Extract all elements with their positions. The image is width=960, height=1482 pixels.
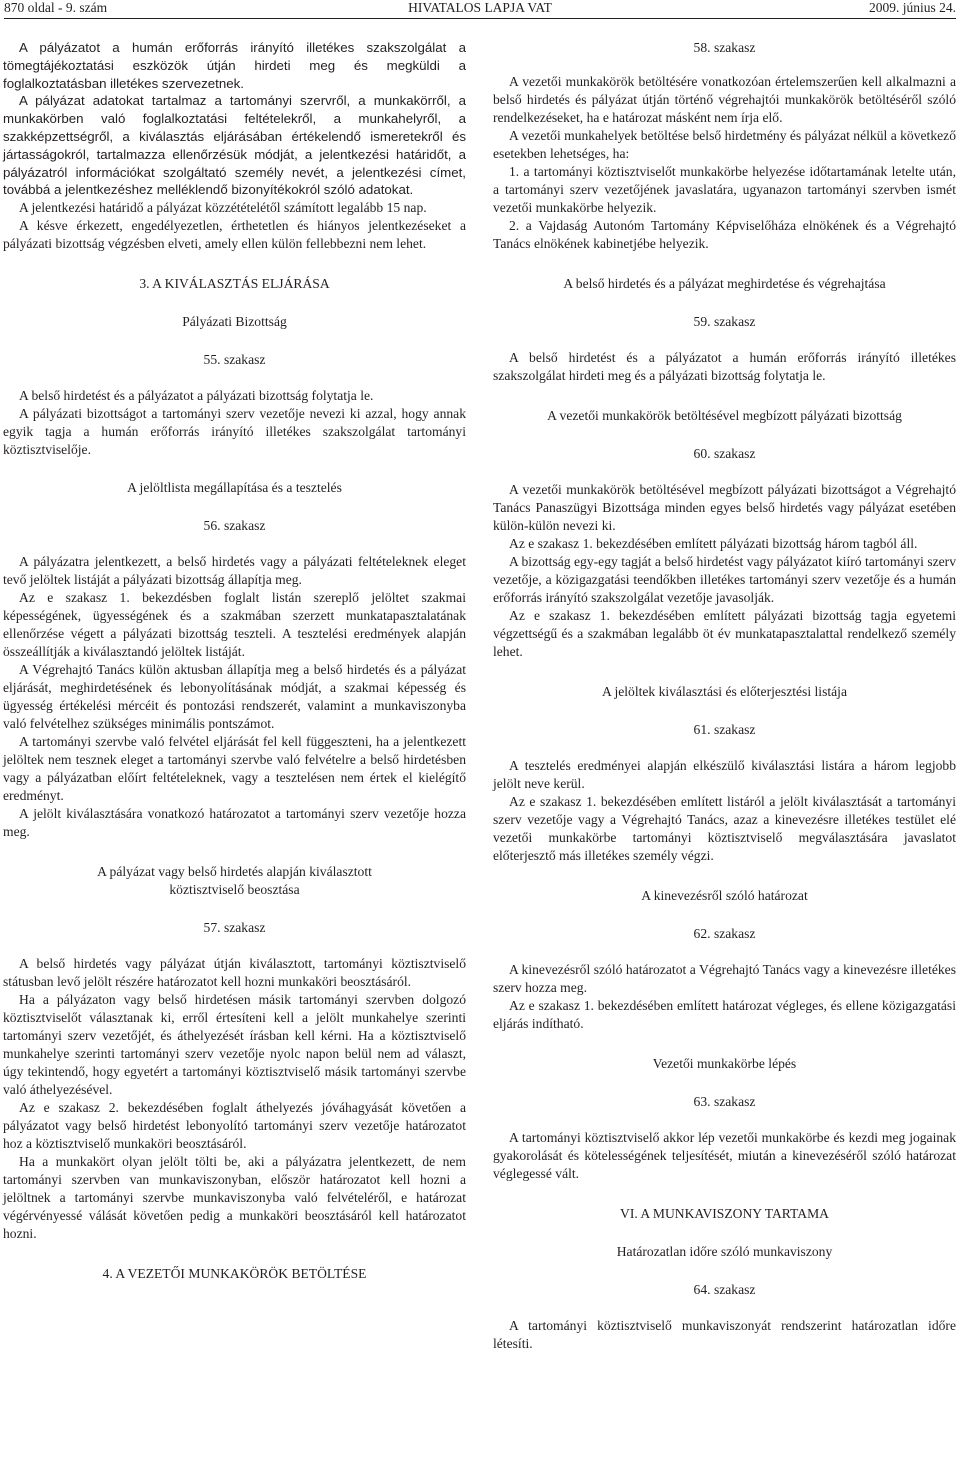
paragraph: A Végrehajtó Tanács külön aktusban állapítja meg a belső hirdetés és a pályázat eljárását, meghirdetésének és lebonyolításának módját, a szakmai képesség és ügyesség értékelési mércéit és pontozási rendszerét, valamint a munkaviszonyba való felvételhez szükséges minimális pontszámot. <box>3 662 466 732</box>
paragraph: A tartományi köztisztviselő akkor lép vezetői munkakörbe és kezdi meg jogainak gyakorolását és kötelességének teljesítését, miután a kinevezéséről szóló határozat véglegessé vált. <box>493 1130 956 1181</box>
article-number: 58. szakasz <box>693 40 756 55</box>
subsection-title: A kinevezésről szóló határozat <box>641 888 808 903</box>
subsection-title: Határozatlan időre szóló munkaviszony <box>616 1244 833 1259</box>
paragraph: A vezetői munkakörök betöltésére vonatkozóan értelemszerűen kell alkalmazni a belső hirdetés és pályázat útján történő végrehajtói munkakörök betöltéséről szóló rendelkezéseket, ha e határozat másként nem írja elő. <box>493 74 956 125</box>
paragraph: Ha a munkakört olyan jelölt tölti be, aki a pályázatra jelentkezett, de nem tartományi szervben van munkaviszonyban, először határozatot kell hozni a jelöltnek a tartományi szervbe munkaviszonyba való felvételéről, e határozat végérvényessé válását követően pedig a munkaköri beosztásáról kell határozatot hozni. <box>3 1154 466 1242</box>
paragraph: A jelölt kiválasztására vonatkozó határozatot a tartományi szerv vezetője hozza meg. <box>3 806 466 840</box>
subsection-title: A jelöltek kiválasztási és előterjesztési listája <box>602 684 847 699</box>
header-rule <box>4 18 956 19</box>
article-number: 57. szakasz <box>203 920 266 936</box>
paragraph: A jelentkezési határidő a pályázat közzétételétől számított legalább 15 nap. <box>19 200 427 216</box>
paragraph: 1. a tartományi köztisztviselőt munkakörbe helyezése időtartamának letelte után, a tartományi szerv vezetőjének javaslatára, ugyanazon tartományi szervben ismét vezetői munkakörbe helyezik. <box>493 164 956 215</box>
subsection-title: A belső hirdetés és a pályázat meghirdetése és végrehajtása <box>563 276 886 291</box>
paragraph: A vezetői munkahelyek betöltése belső hirdetmény és pályázat nélkül a következő esetekben lehetséges, ha: <box>493 128 956 161</box>
publication-date: 2009. június 24. <box>868 0 956 15</box>
paragraph: A tartományi szervbe való felvétel eljárását fel kell függeszteni, ha a jelentkezett jelöltek nem tesznek eleget a tartományi szervbe való felvételre a belső hirdetésben vagy a pályázatban előírt feltételeknek, vagy a tesztelésen nem értek el kielégítő eredményt. <box>3 734 466 804</box>
paragraph: A késve érkezett, engedélyezetlen, érthetetlen és hiányos jelentkezéseket a pályázati bizottság végzésben elveti, amely ellen külön fellebbezni nem lehet. <box>3 218 466 252</box>
section-title: VI. A MUNKAVISZONY TARTAMA <box>620 1206 829 1221</box>
article-number: 63. szakasz <box>693 1094 756 1109</box>
paragraph: Ha a pályázaton vagy belső hirdetésen másik tartományi szervben dolgozó köztisztviselőt választanak ki, erről értesíteni kell a jelölt munkahelye szerinti tartományi szerv vezetőjét, és áthelyezését írásban kell kérni. Ha a köztisztviselő munkahelye szerinti tartományi szerv vezetője nyolc napon belül nem ad választ, úgy tekintendő, hogy egyetért a tartományi köztisztviselő másik tartományi szervbe való áthelyezésével. <box>3 992 466 1098</box>
paragraph: Az e szakasz 1. bekezdésében említett listáról a jelölt kiválasztását a tartományi szerv vezetője vagy a Végrehajtó Tanács, azaz a kinevezésre illetékes testület elé vezetői munkakörbe tartományi köztisztviselő megválasztására javaslatot előterjesztő más illetékes személy végzi. <box>493 794 956 863</box>
paragraph: Az e szakasz 2. bekezdésében foglalt áthelyezés jóváhagyását követően a pályázatot vagy belső hirdetést lebonyolító tartományi szerv vezetője határozatot hoz a köztisztviselő munkaköri beosztásáról. <box>3 1100 466 1152</box>
article-number: 62. szakasz <box>693 926 756 941</box>
paragraph: A kinevezésről szóló határozatot a Végrehajtó Tanács vagy a kinevezésre illetékes szerv hozza meg. <box>493 962 956 995</box>
right-column <box>493 39 956 1353</box>
article-number: 64. szakasz <box>693 1282 756 1297</box>
publication-title: HIVATALOS LAPJA VAT <box>408 0 552 15</box>
paragraph: Az e szakasz 1. bekezdésében említett pályázati bizottság három tagból áll. <box>509 536 918 551</box>
article-number: 60. szakasz <box>693 446 756 461</box>
paragraph: 2. a Vajdaság Autonóm Tartomány Képviselőháza elnökének és a Végrehajtó Tanács elnökének kabinetjébe helyezik. <box>493 218 956 251</box>
paragraph: A pályázatot a humán erőforrás irányító illetékes szakszolgálat a tömegtájékoztatási eszközök útján hirdeti meg és megküldi a foglalkoztatásban illetékes szervezetnek. <box>3 40 466 91</box>
subsection-title: A pályázat vagy belső hirdetés alapján kiválasztott <box>97 864 372 880</box>
paragraph: A bizottság egy-egy tagját a belső hirdetést vagy pályázatot kiíró tartományi szerv vezetője, a közigazgatási teendőkben illetékes tartományi szerv vezetője és a humán erőforrás irányító szakszolgálat vezetője javasolják. <box>493 554 956 605</box>
article-number: 61. szakasz <box>693 722 756 737</box>
subsection-title: Vezetői munkakörbe lépés <box>652 1056 797 1071</box>
paragraph: Az e szakasz 1. bekezdésében említett pályázati bizottság tagja egyetemi végzettségű és a szakmában legalább öt év munkatapasztalattal rendelkező személy lehet. <box>493 608 956 659</box>
paragraph: A belső hirdetés vagy pályázat útján kiválasztott, tartományi köztisztviselő státusban levő jelölt részére határozatot kell hozni munkaköri beosztásáról. <box>3 956 466 990</box>
subsection-title: A vezetői munkakörök betöltésével megbízott pályázati bizottság <box>547 408 902 423</box>
article-number: 56. szakasz <box>203 518 266 534</box>
paragraph: A tesztelés eredményei alapján elkészülő kiválasztási listára a három legjobb jelölt neve kerül. <box>493 758 956 791</box>
article-number: 55. szakasz <box>203 352 266 368</box>
paragraph: Az e szakasz 1. bekezdésben foglalt listán szereplő jelöltet szakmai képességének, ügyességének és a szakmában szerzett munkatapasztalatának ellenőrzése végett a pályázati bizottság teszteli. A tesztelési eredmények alapján összeállítják a kiválasztandó jelöltek listáját. <box>3 590 466 660</box>
paragraph: A tartományi köztisztviselő munkaviszonyát rendszerint határozatlan időre létesíti. <box>493 1318 956 1351</box>
paragraph: A pályázati bizottságot a tartományi szerv vezetője nevezi ki azzal, hogy annak egyik tagja a humán erőforrás irányító illetékes szakszolgálat tartományi köztisztviselője. <box>3 406 466 458</box>
section-title: 3. A KIVÁLASZTÁS ELJÁRÁSA <box>139 276 330 292</box>
paragraph: Az e szakasz 1. bekezdésében említett határozat végleges, és ellene közigazgatási eljárás indítható. <box>493 998 956 1031</box>
subsection-title-line2: köztisztviselő beosztása <box>169 882 300 898</box>
subsection-title: Pályázati Bizottság <box>182 314 287 330</box>
paragraph: A belső hirdetést és a pályázatot a humán erőforrás irányító illetékes szakszolgálat hirdeti meg és a pályázati bizottság folytatja le. <box>493 350 956 383</box>
paragraph: A vezetői munkakörök betöltésével megbízott pályázati bizottságot a Végrehajtó Tanács Panaszügyi Bizottsága minden egyes belső hirdetés vagy pályázat esetében külön-külön nevezi ki. <box>493 482 956 533</box>
article-number: 59. szakasz <box>693 314 756 329</box>
subsection-title: A jelöltlista megállapítása és a tesztelés <box>127 480 342 496</box>
page-header <box>4 0 956 16</box>
left-column <box>3 39 466 1283</box>
paragraph: A belső hirdetést és a pályázatot a pályázati bizottság folytatja le. <box>19 388 374 404</box>
page-number: 870 oldal - 9. szám <box>4 0 108 15</box>
paragraph: A pályázat adatokat tartalmaz a tartományi szervről, a munkakörről, a munkakörben való foglalkoztatási feltételekről, a munkahelyről, a szakképzettségről, a kiválasztás eljárásában értékelendő ismeretekről és jártasságokról, tartalmazza ellenőrzésük módját, a jelentkezési határidőt, a pályázatról információkat szolgáltató személy nevét, a jelentkezési címet, továbbá a jelentkezéshez melléklendő bizonyítékokról szóló adatokat. <box>3 93 466 198</box>
paragraph: A pályázatra jelentkezett, a belső hirdetés vagy a pályázati feltételeknek eleget tevő jelöltek listáját a pályázati bizottság állapítja meg. <box>3 554 466 588</box>
section-title: 4. A VEZETŐI MUNKAKÖRÖK BETÖLTÉSE <box>102 1266 367 1282</box>
